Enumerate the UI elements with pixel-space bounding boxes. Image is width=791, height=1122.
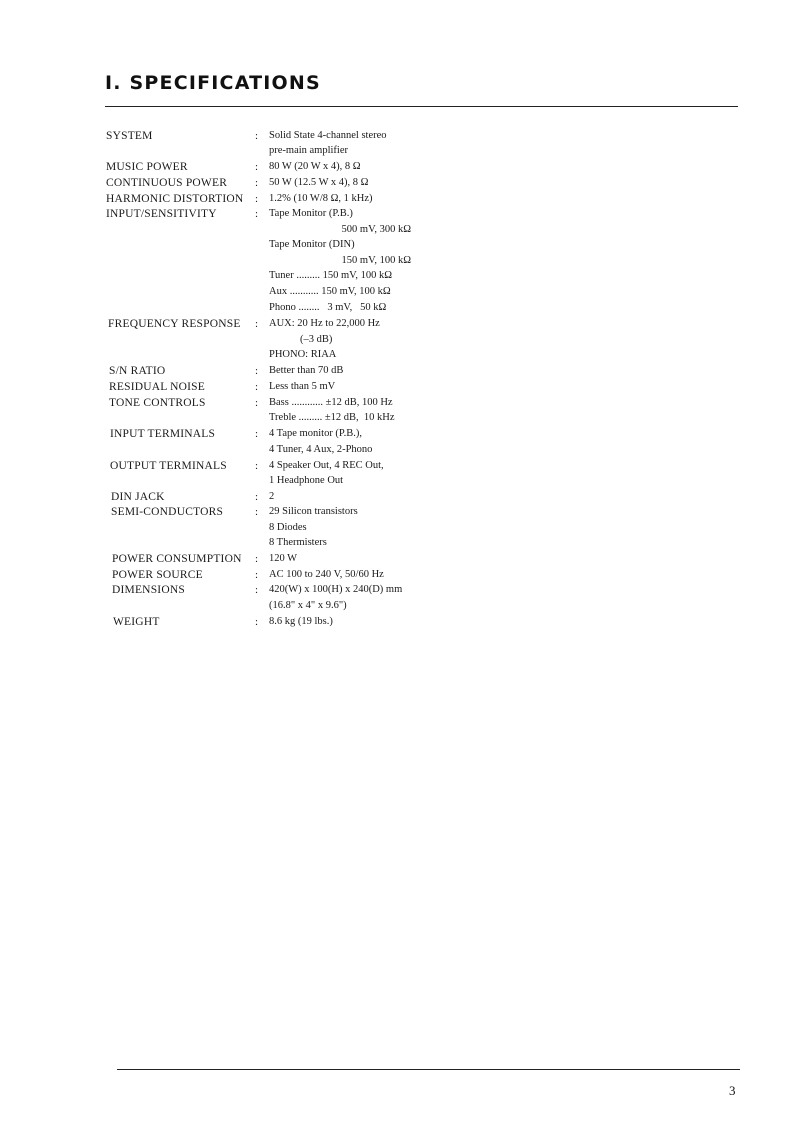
spec-label-output-terminals: OUTPUT TERMINALS bbox=[110, 460, 227, 472]
spec-label-input-sensitivity: INPUT/SENSITIVITY bbox=[106, 208, 217, 220]
spec-label-power-source: POWER SOURCE bbox=[112, 569, 203, 581]
spec-colon: : bbox=[255, 553, 259, 565]
spec-value-tone-treble: Treble ......... ±12 dB, 10 kHz bbox=[269, 412, 395, 423]
spec-label-frequency-response: FREQUENCY RESPONSE bbox=[108, 318, 241, 330]
spec-value-continuous-power: 50 W (12.5 W x 4), 8 Ω bbox=[269, 177, 369, 188]
spec-value-music-power: 80 W (20 W x 4), 8 Ω bbox=[269, 161, 361, 172]
bottom-divider bbox=[117, 1069, 740, 1070]
spec-value-weight: 8.6 kg (19 lbs.) bbox=[269, 616, 333, 627]
spec-colon: : bbox=[255, 491, 259, 503]
spec-value-power-source: AC 100 to 240 V, 50/60 Hz bbox=[269, 569, 384, 580]
spec-value-din-jack: 2 bbox=[269, 491, 275, 502]
spec-value-system-2: pre-main amplifier bbox=[269, 145, 349, 156]
spec-value-residual-noise: Less than 5 mV bbox=[269, 381, 336, 392]
spec-value-power-consumption: 120 W bbox=[269, 553, 298, 564]
spec-colon: : bbox=[255, 584, 259, 596]
spec-value-harmonic-distortion: 1.2% (10 W/8 Ω, 1 kHz) bbox=[269, 193, 373, 204]
spec-value-input-terminals-2: 4 Tuner, 4 Aux, 2-Phono bbox=[269, 444, 373, 455]
spec-colon: : bbox=[255, 130, 259, 142]
spec-value-frequency-response-phono: PHONO: RIAA bbox=[269, 349, 337, 360]
spec-label-continuous-power: CONTINUOUS POWER bbox=[106, 177, 228, 189]
spec-colon: : bbox=[255, 460, 259, 472]
spec-value-dimensions: 420(W) x 100(H) x 240(D) mm bbox=[269, 584, 403, 595]
spec-colon: : bbox=[255, 365, 259, 377]
spec-label-system: SYSTEM bbox=[106, 130, 153, 142]
spec-colon: : bbox=[255, 397, 259, 409]
spec-value-tape-monitor-pb: Tape Monitor (P.B.) bbox=[269, 208, 353, 219]
spec-label-harmonic-distortion: HARMONIC DISTORTION bbox=[106, 193, 244, 205]
spec-colon: : bbox=[255, 161, 259, 173]
spec-colon: : bbox=[255, 428, 259, 440]
spec-colon: : bbox=[255, 208, 259, 220]
spec-colon: : bbox=[255, 318, 259, 330]
page-number: 3 bbox=[729, 1083, 736, 1098]
spec-value-tape-monitor-din-sens: 150 mV, 100 kΩ bbox=[341, 255, 411, 266]
spec-value-output-terminals-2: 1 Headphone Out bbox=[269, 475, 344, 486]
spec-label-tone-controls: TONE CONTROLS bbox=[109, 397, 206, 409]
spec-value-semiconductors: 29 Silicon transistors bbox=[269, 506, 358, 517]
spec-label-residual-noise: RESIDUAL NOISE bbox=[109, 381, 205, 393]
spec-colon: : bbox=[255, 177, 259, 189]
spec-colon: : bbox=[255, 381, 259, 393]
spec-value-tape-monitor-din: Tape Monitor (DIN) bbox=[269, 239, 355, 250]
spec-colon: : bbox=[255, 616, 259, 628]
spec-value-semiconductors-2: 8 Diodes bbox=[269, 522, 307, 533]
spec-value-phono: Phono ........ 3 mV, 50 kΩ bbox=[269, 302, 387, 313]
spec-value-sn-ratio: Better than 70 dB bbox=[269, 365, 344, 376]
spec-colon: : bbox=[255, 569, 259, 581]
spec-label-power-consumption: POWER CONSUMPTION bbox=[112, 553, 242, 565]
spec-value-output-terminals: 4 Speaker Out, 4 REC Out, bbox=[269, 460, 384, 471]
spec-label-weight: WEIGHT bbox=[113, 616, 160, 628]
top-divider bbox=[105, 106, 738, 107]
spec-label-dimensions: DIMENSIONS bbox=[112, 584, 185, 596]
spec-value-frequency-response: AUX: 20 Hz to 22,000 Hz bbox=[269, 318, 380, 329]
spec-label-input-terminals: INPUT TERMINALS bbox=[110, 428, 216, 440]
spec-label-music-power: MUSIC POWER bbox=[106, 161, 188, 173]
spec-value-frequency-response-tol: (–3 dB) bbox=[300, 334, 333, 345]
spec-label-din-jack: DIN JACK bbox=[111, 491, 165, 503]
spec-label-semiconductors: SEMI-CONDUCTORS bbox=[111, 506, 224, 518]
spec-colon: : bbox=[255, 506, 259, 518]
spec-value-aux: Aux ........... 150 mV, 100 kΩ bbox=[269, 286, 391, 297]
spec-value-input-terminals: 4 Tape monitor (P.B.), bbox=[269, 428, 362, 439]
spec-value-tape-monitor-pb-sens: 500 mV, 300 kΩ bbox=[341, 224, 411, 235]
spec-value-tuner: Tuner ......... 150 mV, 100 kΩ bbox=[269, 270, 393, 281]
spec-label-sn-ratio: S/N RATIO bbox=[109, 365, 166, 377]
page-title: I. SPECIFICATIONS bbox=[105, 72, 321, 94]
spec-colon: : bbox=[255, 193, 259, 205]
spec-value-semiconductors-3: 8 Thermisters bbox=[269, 537, 327, 548]
spec-value-system: Solid State 4-channel stereo bbox=[269, 130, 387, 141]
spec-value-tone-bass: Bass ............ ±12 dB, 100 Hz bbox=[269, 397, 393, 408]
spec-value-dimensions-2: (16.8" x 4" x 9.6") bbox=[269, 600, 347, 611]
